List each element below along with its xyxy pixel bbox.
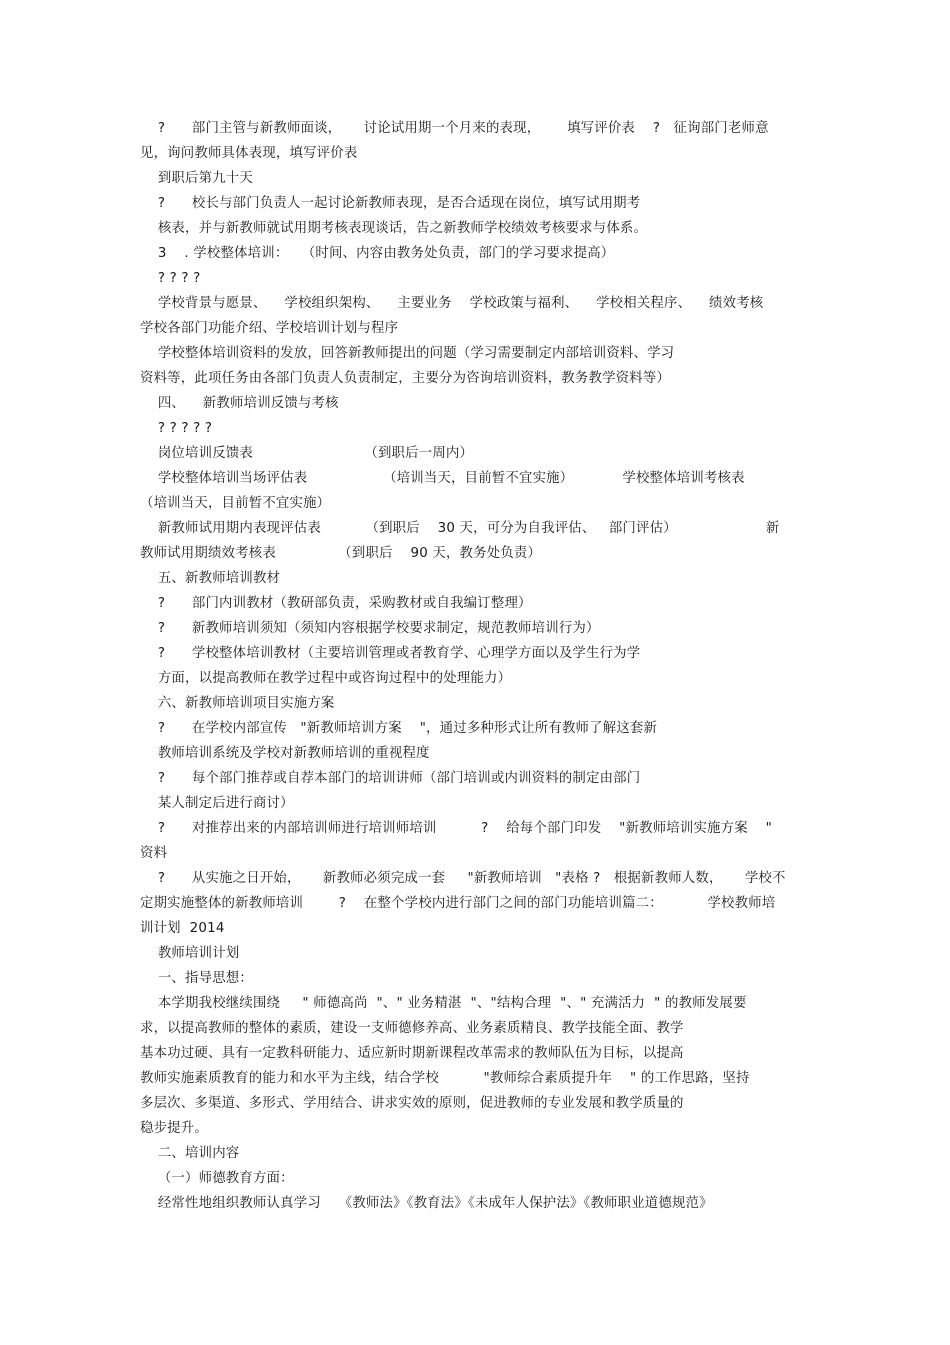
text-line: 新教师试用期内表现评估表 （到职后 30 天，可分为自我评估、 部门评估） 新 [140,521,780,536]
text-line: 教师实施素质教育的能力和水平为主线，结合学校 "教师综合素质提升年 " 的工作思路，坚持 [140,1071,750,1086]
text-line: 多层次、多渠道、多形式、学用结合、讲求实效的原则，促进教师的专业发展和教学质量的 [140,1096,684,1111]
subsection-heading: （一）师德教育方面： [140,1171,294,1186]
text-line: ? 在学校内部宣传 "新教师培训方案 "，通过多种形式让所有教师了解这套新 [140,721,658,736]
text-line: 教师试用期绩效考核表 （到职后 90 天，教务处负责） [140,546,542,561]
text-line: ? 对推荐出来的内部培训师进行培训师培训 ? 给每个部门印发 "新教师培训实施方案 " [140,821,773,836]
text-line: 核表，并与新教师就试用期考核表现谈话，告之新教师学校绩效考核要求与体系。 [140,221,648,236]
text-line: ? 部门主管与新教师面谈， 讨论试用期一个月来的表现， 填写评价表 ? 征询部门老师意 [140,121,769,136]
section-heading: 二、培训内容 [140,1146,240,1161]
text-line: 定期实施整体的新教师培训 ? 在整个学校内进行部门之间的部门功能培训篇二： 学校教师培 [140,896,776,911]
text-line: ? 部门内训教材（教研部负责，采购教材或自我编订整理） [140,596,532,611]
section-heading: 六、新教师培训项目实施方案 [140,696,335,711]
text-line: ? 校长与部门负责人一起讨论新教师表现，是否合适现在岗位，填写试用期考 [140,196,641,211]
text-line: 资料等，此项任务由各部门负责人负责制定，主要分为咨询培训资料，教务教学资料等） [140,371,671,386]
text-line: 岗位培训反馈表 （到职后一周内） [140,446,474,461]
text-line: 求，以提高教师的整体的素质，建设一支师德修养高、业务素质精良、教学技能全面、教学 [140,1021,684,1036]
text-line: ? 每个部门推荐或自荐本部门的培训讲师（部门培训或内训资料的制定由部门 [140,771,641,786]
text-line: 3 . 学校整体培训： （时间、内容由教务处负责，部门的学习要求提高） [140,246,615,261]
text-line: 基本功过硬、具有一定教科研能力、适应新时期新课程改革需求的教师队伍为目标，以提高 [140,1046,684,1061]
text-line: 资料 [140,846,168,861]
document-title: 教师培训计划 [140,946,240,961]
text-line: 学校整体培训当场评估表 （培训当天，目前暂不宜实施） 学校整体培训考核表 [140,471,745,486]
text-line: 学校整体培训资料的发放，回答新教师提出的问题（学习需要制定内部培训资料、学习 [140,346,675,361]
text-line: 方面，以提高教师在教学过程中或咨询过程中的处理能力） [140,671,512,686]
text-line: 训计划 2014 [140,921,225,936]
text-line: ? 从实施之日开始， 新教师必须完成一套 "新教师培训 "表格 ? 根据新教师人数， 学校不 [140,871,786,886]
text-line: ? 新教师培训须知（须知内容根据学校要求制定，规范教师培训行为） [140,621,600,636]
text-line: ? ? ? ? [140,271,201,286]
text-line: （培训当天，目前暂不宜实施） [140,496,331,511]
text-line: 到职后第九十天 [140,171,253,186]
text-line: 稳步提升。 [140,1121,208,1136]
section-heading: 五、新教师培训教材 [140,571,281,586]
text-line: 某人制定后进行商讨） [140,796,294,811]
text-line: ? 学校整体培训教材（主要培训管理或者教育学、心理学方面以及学生行为学 [140,646,641,661]
text-line: 本学期我校继续围绕 " 师德高尚 "、" 业务精湛 "、"结构合理 "、" 充满活力 " 的教师发展要 [140,996,747,1011]
text-line: 见，询问教师具体表现，填写评价表 [140,146,358,161]
text-line: 学校背景与愿景、 学校组织架构、 主要业务 学校政策与福利、 学校相关程序、 绩效考核 [140,296,764,311]
text-line: 学校各部门功能介绍、学校培训计划与程序 [140,321,399,336]
section-heading: 一、指导思想： [140,971,253,986]
text-line: 经常性地组织教师认真学习 《教师法》《教育法》《未成年人保护法》《教师职业道德规范》 [140,1196,713,1211]
text-line: ? ? ? ? ? [140,421,213,436]
section-heading: 四、 新教师培训反馈与考核 [140,396,339,411]
text-line: 教师培训系统及学校对新教师培训的重视程度 [140,746,430,761]
